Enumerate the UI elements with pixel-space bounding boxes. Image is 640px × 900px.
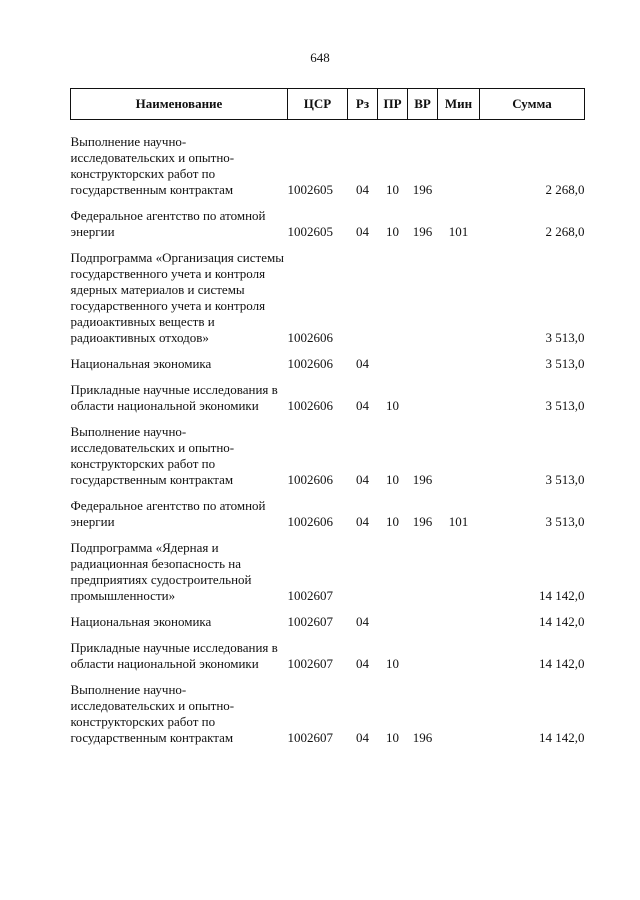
row-sum: 2 268,0 xyxy=(545,182,585,197)
row-vr: 196 xyxy=(412,224,433,239)
row-vr xyxy=(408,640,438,672)
row-vr xyxy=(408,614,438,630)
table-row xyxy=(71,382,585,414)
row-name: Подпрограмма «Ядерная и радиационная безопасность на предприятиях судостроительной промышленности» xyxy=(70,540,252,603)
row-csr: 1002607 xyxy=(287,656,333,671)
row-vr xyxy=(408,250,438,346)
header-vr: ВР xyxy=(408,89,438,120)
row-min xyxy=(438,424,480,488)
row-name: Выполнение научно-исследовательских и опытно-конструкторских работ по государственным контрактам xyxy=(70,424,235,487)
table-row xyxy=(71,424,585,488)
row-min xyxy=(438,134,480,198)
row-pr: 10 xyxy=(386,472,399,487)
row-min xyxy=(438,614,480,630)
header-rz: Рз xyxy=(348,89,378,120)
table-header-row xyxy=(71,89,585,120)
row-csr: 1002607 xyxy=(287,588,333,603)
row-name: Национальная экономика xyxy=(70,614,212,629)
row-csr: 1002606 xyxy=(287,356,333,371)
table-row xyxy=(71,682,585,746)
row-rz: 04 xyxy=(356,656,369,671)
row-vr xyxy=(408,356,438,372)
row-name: Выполнение научно-исследовательских и опытно-конструкторских работ по государственным контрактам xyxy=(70,134,235,197)
row-csr: 1002605 xyxy=(287,224,333,239)
row-vr: 196 xyxy=(412,514,433,529)
row-min xyxy=(438,356,480,372)
table-row xyxy=(71,640,585,672)
table-row xyxy=(71,540,585,604)
row-pr xyxy=(378,356,408,372)
row-csr: 1002606 xyxy=(287,330,333,345)
row-vr: 196 xyxy=(412,182,433,197)
table-body xyxy=(71,120,585,747)
table-row xyxy=(71,208,585,240)
row-min: 101 xyxy=(448,224,469,239)
row-pr xyxy=(378,614,408,630)
row-csr: 1002606 xyxy=(287,472,333,487)
row-rz: 04 xyxy=(356,614,369,629)
row-name: Национальная экономика xyxy=(70,356,212,371)
header-min: Мин xyxy=(438,89,480,120)
row-name: Выполнение научно-исследовательских и опытно-конструкторских работ по государственным контрактам xyxy=(70,682,235,745)
row-sum: 14 142,0 xyxy=(539,588,585,603)
row-rz: 04 xyxy=(356,730,369,745)
row-name: Подпрограмма «Организация системы государственного учета и контроля ядерных материалов и системы государственного учета и контроля радиоактивных веществ и радиоактивных отходов» xyxy=(70,250,284,345)
table-row xyxy=(71,134,585,198)
row-sum: 14 142,0 xyxy=(539,656,585,671)
row-sum: 2 268,0 xyxy=(545,224,585,239)
row-min xyxy=(438,640,480,672)
row-sum: 3 513,0 xyxy=(545,330,585,345)
budget-table xyxy=(70,88,585,746)
row-rz: 04 xyxy=(356,182,369,197)
row-pr xyxy=(378,540,408,604)
row-rz xyxy=(348,250,378,346)
row-pr: 10 xyxy=(386,182,399,197)
row-csr: 1002605 xyxy=(287,182,333,197)
row-name: Федеральное агентство по атомной энергии xyxy=(70,498,266,529)
row-pr: 10 xyxy=(386,514,399,529)
row-pr: 10 xyxy=(386,656,399,671)
row-sum: 3 513,0 xyxy=(545,398,585,413)
row-rz: 04 xyxy=(356,514,369,529)
header-pr: ПР xyxy=(378,89,408,120)
row-name: Прикладные научные исследования в области национальной экономики xyxy=(70,382,278,413)
row-rz xyxy=(348,540,378,604)
header-csr: ЦСР xyxy=(288,89,348,120)
row-sum: 3 513,0 xyxy=(545,472,585,487)
row-pr xyxy=(378,250,408,346)
page-number: 648 xyxy=(310,50,330,65)
row-rz: 04 xyxy=(356,472,369,487)
row-rz: 04 xyxy=(356,224,369,239)
table-row xyxy=(71,498,585,530)
header-sum: Сумма xyxy=(480,89,585,120)
row-min: 101 xyxy=(448,514,469,529)
row-csr: 1002606 xyxy=(287,398,333,413)
row-sum: 14 142,0 xyxy=(539,730,585,745)
row-sum: 14 142,0 xyxy=(539,614,585,629)
row-csr: 1002606 xyxy=(287,514,333,529)
header-name: Наименование xyxy=(71,89,288,120)
table-row xyxy=(71,250,585,346)
row-pr: 10 xyxy=(386,730,399,745)
row-rz: 04 xyxy=(356,398,369,413)
row-min xyxy=(438,540,480,604)
row-name: Федеральное агентство по атомной энергии xyxy=(70,208,266,239)
row-csr: 1002607 xyxy=(287,614,333,629)
row-min xyxy=(438,682,480,746)
row-vr: 196 xyxy=(412,730,433,745)
row-vr: 196 xyxy=(412,472,433,487)
table-row xyxy=(71,356,585,372)
row-sum: 3 513,0 xyxy=(545,356,585,371)
row-sum: 3 513,0 xyxy=(545,514,585,529)
row-csr: 1002607 xyxy=(287,730,333,745)
row-rz: 04 xyxy=(356,356,369,371)
row-min xyxy=(438,382,480,414)
row-pr: 10 xyxy=(386,224,399,239)
row-vr xyxy=(408,382,438,414)
row-name: Прикладные научные исследования в области национальной экономики xyxy=(70,640,278,671)
table-row xyxy=(71,614,585,630)
row-vr xyxy=(408,540,438,604)
row-pr: 10 xyxy=(386,398,399,413)
row-min xyxy=(438,250,480,346)
